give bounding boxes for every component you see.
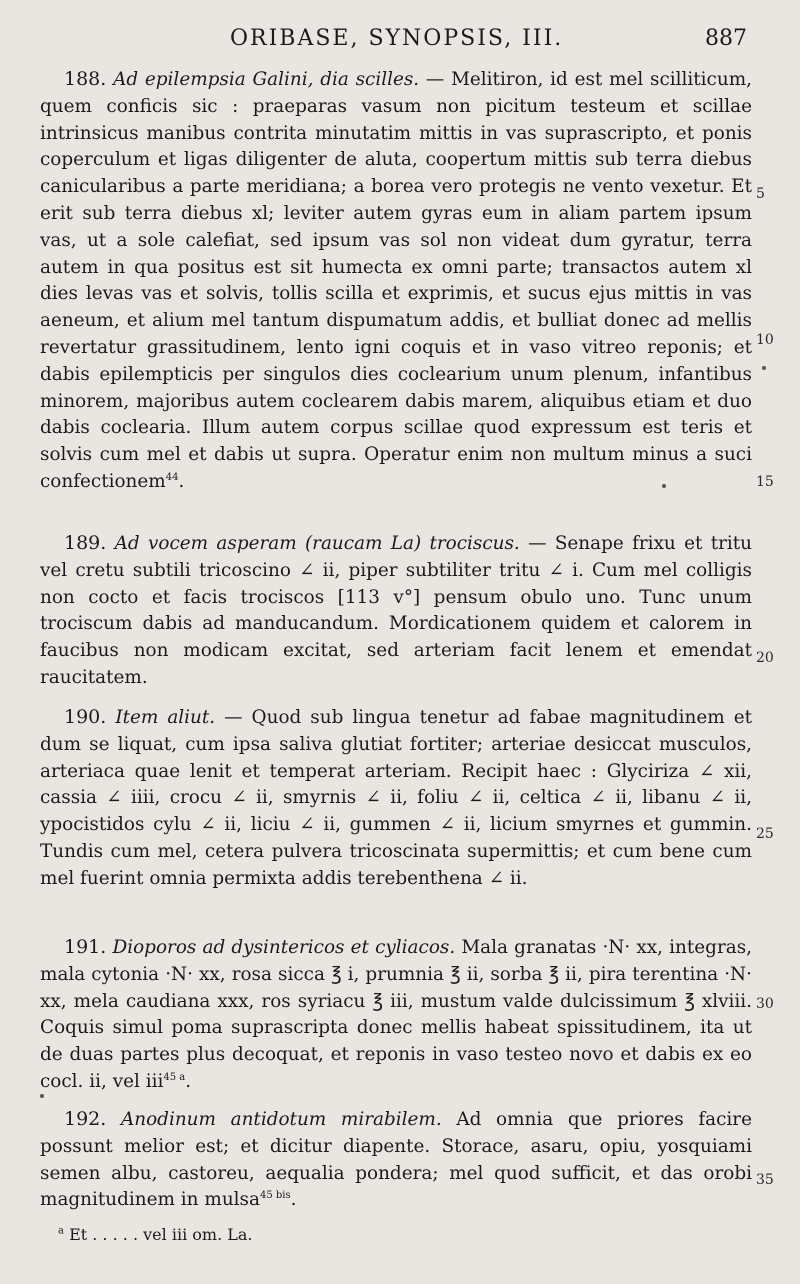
footnote-ref: 45 a (163, 1071, 186, 1083)
entry-heading: Dioporos ad dysintericos et cyliacos. (112, 937, 456, 958)
entry-heading: Ad vocem asperam (raucam La) trociscus. (114, 533, 520, 554)
page-number: 887 (705, 26, 747, 51)
entry-tail: . (290, 1189, 297, 1211)
entry-paragraph (40, 934, 752, 1096)
line-number: 30 (756, 996, 774, 1012)
running-title: ORIBASE, SYNOPSIS, III. (230, 26, 564, 51)
entry-text: Ad omnia que priores facire possunt melior est; et dicitur diapente. Storace, asaru, opiu, yosquiami semen albu, castoreu, aequalia pondera; mel quod sufficit, et das orobi magnitudinem in mulsa (40, 1109, 752, 1211)
entry-tail: . (178, 470, 185, 492)
entry-text: Mala granatas ·N· xx, integras, mala cytonia ·N· xx, rosa sicca ℥ i, prumnia ℥ ii, sorba ℥ ii, pira terentina ·N· xx, mela caudiana xxx, ros syriacu ℥ iii, mustum valde dulcissimum ℥ xlviii. Coquis simul poma suprascripta donec mellis habeat spissitudinem, ita ut de duas partes plus decoquat, et reponis in vaso testeo novo et dabis ex eo cocl. ii, vel iii (40, 937, 752, 1092)
entry-tail: . (185, 1070, 192, 1092)
footnote-marker: a (58, 1225, 64, 1237)
line-number: 10 (756, 332, 774, 348)
entry-190 (40, 704, 752, 893)
line-number: 15 (756, 474, 774, 490)
entry-188 (40, 66, 752, 496)
entry-number: 189. (64, 532, 107, 554)
print-speck (662, 484, 666, 488)
print-speck (40, 1094, 44, 1098)
entry-number: 190. (64, 706, 107, 728)
entry-paragraph (40, 66, 752, 496)
entry-number: 188. (64, 68, 107, 90)
footnote-ref: 45 bis (259, 1190, 291, 1202)
footnote-ref: 44 (165, 471, 179, 483)
print-speck (762, 366, 766, 370)
running-header (0, 22, 800, 62)
entry-191 (40, 934, 752, 1096)
entry-heading: Anodinum antidotum mirabilem. (120, 1109, 442, 1130)
entry-number: 192. (64, 1108, 107, 1130)
entry-heading: Item aliut. (115, 707, 216, 728)
entry-heading: Ad epilempsia Galini, dia scilles. (113, 69, 420, 90)
entry-189 (40, 530, 752, 692)
entry-paragraph (40, 704, 752, 893)
footnote-text: Et . . . . . vel iii om. La. (69, 1225, 253, 1244)
line-number: 25 (756, 826, 774, 842)
entry-paragraph (40, 530, 752, 692)
entry-192 (40, 1106, 752, 1214)
line-number: 5 (756, 186, 765, 202)
entry-text: — Melitiron, id est mel scilliticum, quem conficis sic : praeparas vasum non picitum testeum et scillae intrinsicus manibus contrita minutatim mittis in vas suprascripto, et ponis coperculum et ligas diligenter de aluta, coopertum mittis sub terra diebus canicularibus a parte meridiana; a borea vero protegis ne vento vexetur. Et erit sub terra diebus xl; leviter autem gyras eum in aliam partem ipsum vas, ut a sole calefiat, sed ipsum vas sol non videat dum gyratur, terra autem in qua positus est sit humecta ex omni parte; transactos autem xl dies levas vas et solvis, tollis scilla et exprimis, et sucus ejus mittis in vas aeneum, et alium mel tantum dispumatum addis, et bulliat donec ad mellis revertatur grassitudinem, lento igni coquis et in vaso vitreo reponis; et dabis epilempticis per singulos dies coclearium unum plenum, infantibus minorem, majoribus autem coclearem dabis marem, aliquibus etiam et duo dabis coclearia. Illum autem corpus scillae quod expressum est teris et solvis cum mel et dabis ut supra. Operatur enim non multum minus a suci confectionem (40, 69, 752, 492)
line-number: 20 (756, 650, 774, 666)
entry-paragraph (40, 1106, 752, 1214)
footnote (58, 1225, 253, 1244)
entry-number: 191. (64, 936, 107, 958)
entry-text: — Senape frixu et tritu vel cretu subtili tricoscino ∠ ii, piper subtiliter tritu ∠ i. Cum mel colligis non cocto et facis trociscos [113 v°] pensum obulo uno. Tunc unum trociscum dabis ad manducandum. Mordicationem quidem et calorem in faucibus non modicam excitat, sed arteriam facit lenem et emendat raucitatem. (40, 533, 752, 688)
entry-text: — Quod sub lingua tenetur ad fabae magnitudinem et dum se liquat, cum ipsa saliva glutiat fortiter; arteriae desiccat musculos, arteriaca quae lenit et temperat arteriam. Recipit haec : Glyciriza ∠ xii, cassia ∠ iiii, crocu ∠ ii, smyrnis ∠ ii, foliu ∠ ii, celtica ∠ ii, libanu ∠ ii, ypocistidos cylu ∠ ii, liciu ∠ ii, gummen ∠ ii, licium smyrnes et gummin. Tundis cum mel, cetera pulvera tricoscinata supermittis; et cum bene cum mel fuerint omnia permixta addis terebenthena ∠ ii. (40, 707, 752, 889)
line-number: 35 (756, 1172, 774, 1188)
